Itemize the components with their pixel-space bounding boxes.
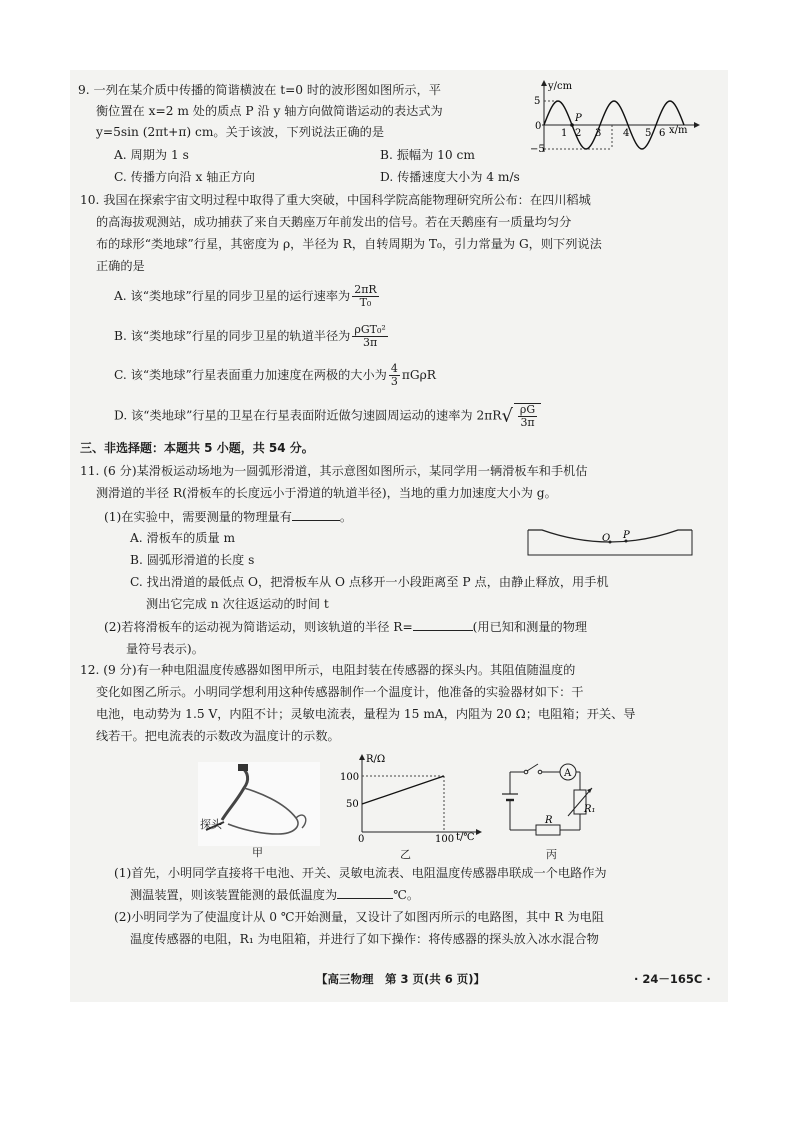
r-t-ytick-100: 100 [340,772,360,783]
r-t-xtick-100: 100 [435,834,455,842]
q10-stem-line2: 的高海拔观测站，成功捕获了来自天鹅座万年前发出的信号。若在天鹅座有一质量均匀分 [96,215,572,229]
q11-option-c-line2: 测出它完成 n 次往返运动的时间 t [146,597,329,611]
q12-part1-blank[interactable] [337,898,393,899]
q12-stem-line4: 线若干。把电流表的示数改为温度计的示数。 [96,729,340,743]
q9-option-a: A. 周期为 1 s [114,148,189,162]
q9-stem-line3: y=5sin (2πt+π) cm。关于该波，下列说法正确的是 [96,125,385,139]
q9-xlabel: x/m [669,125,688,136]
q11-part1: (1)在实验中，需要测量的物理量有 。 [104,510,353,524]
section-3-heading: 三、非选择题：本题共 5 小题，共 54 分。 [80,441,314,455]
q9-option-c: C. 传播方向沿 x 轴正方向 [114,170,255,184]
caption-yi: 乙 [400,848,411,861]
q10-option-a: A. 该“类地球”行星的同步卫星的运行速率为 $\frac{2\pi R}{\text{T₀}}$ [114,283,377,309]
r-t-xlabel: t/℃ [456,832,475,842]
r-t-ylabel: R/Ω [366,754,386,765]
q10-option-c: C. 该“类地球”行星表面重力加速度在两极的大小为 $\frac{4}{3}$ πGρR [114,362,436,388]
q11-track-figure [522,524,698,558]
q9-xtick-1: 1 [561,128,568,139]
r-t-xtick-0: 0 [358,834,365,842]
q10-stem-line1: 10. 我国在探索宇宙文明过程中取得了重大突破，中国科学院高能物理研究所公布：在四川稻城 [80,193,591,207]
sensor-photo [198,762,320,846]
q11-stem-line2: 测滑道的半径 R(滑板车的长度远小于滑道的轨道半径)，当地的重力加速度大小为 g。 [96,486,557,500]
q9-point-p: P [575,113,582,124]
q9-ytick-5: 5 [534,96,541,107]
q12-stem-line2: 变化如图乙所示。小明同学想利用这种传感器制作一个温度计，他准备的实验器材如下：干 [96,685,584,699]
sensor-resistor-r [536,825,560,835]
q11-option-c-line1: C. 找出滑道的最低点 O，把滑板车从 O 点移开一小段距离至 P 点，由静止释放，用手机 [130,575,609,589]
caption-bing: 丙 [546,848,557,861]
q9-option-b: B. 振幅为 10 cm [380,148,475,162]
q9-ytick-neg5: −5 [530,144,545,155]
q11-part2: (2)若将滑板车的运动视为简谐运动，则该轨道的半径 R= (用已知和测量的物理 [104,620,588,634]
r-t-ytick-50: 50 [346,799,359,810]
q9-origin: 0 [535,121,542,132]
r-t-line [362,776,444,804]
q9-xtick-4: 4 [623,128,630,139]
q10-option-b: B. 该“类地球”行星的同步卫星的轨道半径为 $\frac{\text{ρGT₀²}}{3\pi}$ [114,323,386,349]
q9-stem-line2: 衡位置在 x=2 m 处的质点 P 沿 y 轴方向做简谐运动的表达式为 [96,104,443,118]
r-t-graph [336,752,486,842]
q12-stem-line1: 12. (9 分)有一种电阻温度传感器如图甲所示，电阻封装在传感器的探头内。其阻值随温度的 [80,663,576,677]
q11-stem-line1: 11. (6 分)某滑板运动场地为一圆弧形滑道，其示意图如图所示，某同学用一辆滑板车和手机估 [80,464,588,478]
q10-stem-line4: 正确的是 [96,259,145,273]
q9-xtick-6: 6 [659,128,666,139]
q9-option-d: D. 传播速度大小为 4 m/s [380,170,520,184]
q12-part1-line1: (1)首先，小明同学直接将干电池、开关、灵敏电流表、电阻温度传感器串联成一个电路作为 [114,866,607,880]
q11-point-o: O [602,533,611,544]
q9-wave-graph [528,78,706,156]
q11-point-p: P [623,530,630,541]
q10-option-d: D. 该“类地球”行星的卫星在行星表面附近做匀速圆周运动的速率为 2πR√ $\frac{\rho G}{3\pi}$ [114,403,541,429]
r-label: R [545,815,553,826]
sensor-photo-drawing [198,762,320,846]
page-footer: 【高三物理 第 3 页(共 6 页)】 [316,972,486,986]
exam-code: · 24－165C · [634,972,711,986]
q11-option-a: A. 滑板车的质量 m [130,531,236,545]
q12-part1-line2: 测温装置，则该装置能测的最低温度为 ℃。 [130,888,420,902]
q11-part2-blank[interactable] [413,630,473,631]
caption-jia: 甲 [252,846,263,859]
q9-xtick-5: 5 [645,128,652,139]
q9-xtick-2: 2 [575,128,582,139]
q9-xtick-3: 3 [595,128,602,139]
q9-stem-line1: 9. 一列在某介质中传播的简谐横波在 t=0 时的波形图如图所示，平 [78,83,441,97]
q12-part2-line1: (2)小明同学为了使温度计从 0 ℃开始测量，又设计了如图丙所示的电路图，其中 R 为电阻 [114,910,604,924]
q12-stem-line3: 电池，电动势为 1.5 V，内阻不计；灵敏电流表，量程为 15 mA，内阻为 20 Ω；电阻箱；开关、导 [96,707,636,721]
q11-part2-line2: 量符号表示)。 [126,642,204,656]
probe-label: 探头 [200,818,222,831]
q12-part2-line2: 温度传感器的电阻，R₁ 为电阻箱，并进行了如下操作：将传感器的探头放入冰水混合物 [130,932,599,946]
q11-option-b: B. 圆弧形滑道的长度 s [130,553,255,567]
r1-label: R₁ [584,804,596,815]
q11-part1-blank[interactable] [292,520,340,521]
q10-stem-line3: 布的球形“类地球”行星，其密度为 ρ，半径为 R，自转周期为 T₀，引力常量为 G，则下列说法 [96,237,602,251]
ammeter-label: A [564,768,572,779]
circuit-diagram [496,760,600,842]
q9-ylabel: y/cm [548,81,573,92]
